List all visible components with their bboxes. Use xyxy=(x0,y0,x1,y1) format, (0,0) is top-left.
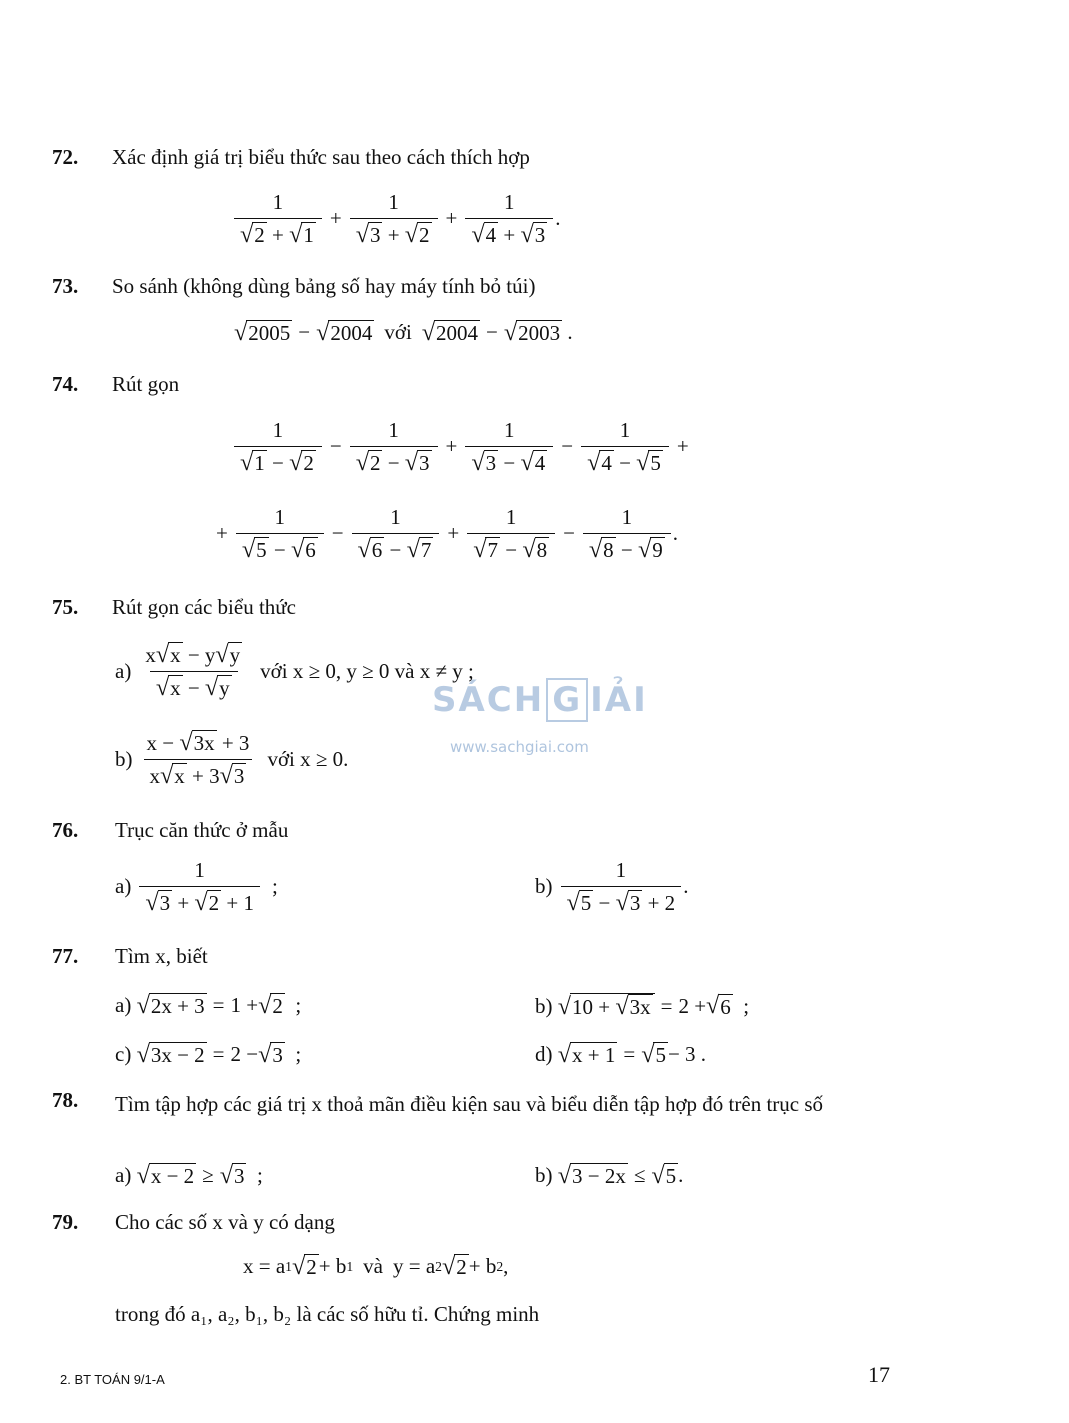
problem-79-number: 79. xyxy=(52,1210,79,1234)
problem-77c-label: c) xyxy=(115,1042,132,1067)
problem-79-expression: x = a 1 √ 2 + b 1 và y = a 2 √ 2 + b 2 , xyxy=(243,1252,509,1280)
problem-77c: c) √ 3x − 2 = 2 − √ 3 ; xyxy=(115,1040,302,1068)
problem-73-text: So sánh (không dùng bảng số hay máy tính bỏ túi) xyxy=(112,274,536,298)
problem-79-tail: trong đó a₁, a₂, b₁, b₂ là các số hữu tỉ. Chứng minh xyxy=(115,1302,540,1326)
problem-75b: b) x − √ 3x + 3 x √ x + 3 √ 3 với x ≥ 0. xyxy=(115,728,349,789)
footer-book-label: 2. BT TOÁN 9/1-A xyxy=(60,1372,165,1387)
problem-74-number: 74. xyxy=(52,372,79,396)
problem-75-text: Rút gọn các biểu thức xyxy=(112,595,296,619)
problem-77-text: Tìm x, biết xyxy=(115,944,208,968)
problem-76-number: 76. xyxy=(52,818,79,842)
problem-74-text: Rút gọn xyxy=(112,372,180,396)
problem-76b-label: b) xyxy=(535,874,553,899)
problem-75a: a) x √ x − y √ y √ x − √ y với x ≥ 0, y ≥ 0 và x ≠ y ; xyxy=(115,640,474,701)
problem-77d: d) √ x + 1 = √ 5 − 3 . xyxy=(535,1040,707,1068)
problem-78b-label: b) xyxy=(535,1163,553,1188)
problem-77a-label: a) xyxy=(115,993,132,1018)
problem-76b: b) 1 √ 5 − √ 3 + 2 . xyxy=(535,858,689,916)
problem-74-expression-line1: 1 √ 1 − √ 2 − 1 √ 2 − √ 3 + 1 √ 3 − √ 4 − 1 √ 4 − √ 5 + xyxy=(232,418,695,476)
problem-74-expression-line2: + 1 √ 5 − √ 6 − 1 √ 6 − √ 7 + 1 √ 7 − √ 8 − 1 √ 8 − √ 9 . xyxy=(216,505,678,563)
problem-77b-label: b) xyxy=(535,993,553,1018)
problem-78b: b) √ 3 − 2x ≤ √ 5 . xyxy=(535,1161,684,1189)
problem-79-text: Cho các số x và y có dạng xyxy=(115,1210,335,1234)
problem-73-conjunction: với xyxy=(384,320,412,345)
problem-77b: b) √ 10 + √ 3x = 2 + √ 6 ; xyxy=(535,992,750,1020)
problem-77d-label: d) xyxy=(535,1042,553,1067)
problem-76a-label: a) xyxy=(115,874,132,899)
page-number: 17 xyxy=(868,1362,890,1387)
watermark-logo: SÁCH G IẢI xyxy=(432,680,648,720)
watermark-url: www.sachgiai.com xyxy=(450,738,589,756)
problem-78-number: 78. xyxy=(52,1088,79,1112)
problem-72-number: 72. xyxy=(52,145,79,169)
problem-76a: a) 1 √ 3 + √ 2 + 1 ; xyxy=(115,858,278,916)
problem-75b-label: b) xyxy=(115,746,133,771)
problem-78-text: Tìm tập hợp các giá trị x thoả mãn điều kiện sau và biểu diễn tập hợp đó trên trục số xyxy=(115,1092,824,1116)
problem-75-number: 75. xyxy=(52,595,79,619)
problem-79-conjunction: và xyxy=(363,1254,383,1279)
problem-75a-condition: với x ≥ 0, y ≥ 0 và x ≠ y ; xyxy=(260,658,474,683)
problem-77a: a) √ 2x + 3 = 1 + √ 2 ; xyxy=(115,991,302,1019)
problem-72-expression: 1 √ 2 + √ 1 + 1 √ 3 + √ 2 + 1 √ 4 + √ 3 . xyxy=(232,190,560,248)
problem-76-text: Trục căn thức ở mẫu xyxy=(115,818,289,842)
problem-78a-label: a) xyxy=(115,1163,132,1188)
problem-75a-label: a) xyxy=(115,658,132,683)
problem-75b-condition: với x ≥ 0. xyxy=(267,746,349,771)
problem-73-expression: √ 2005 − √ 2004 với √ 2004 − √ 2003 . xyxy=(234,318,573,346)
problem-72-text: Xác định giá trị biểu thức sau theo cách thích hợp xyxy=(112,145,530,169)
problem-73-number: 73. xyxy=(52,274,79,298)
problem-77-number: 77. xyxy=(52,944,79,968)
problem-78a: a) √ x − 2 ≥ √ 3 ; xyxy=(115,1161,263,1189)
